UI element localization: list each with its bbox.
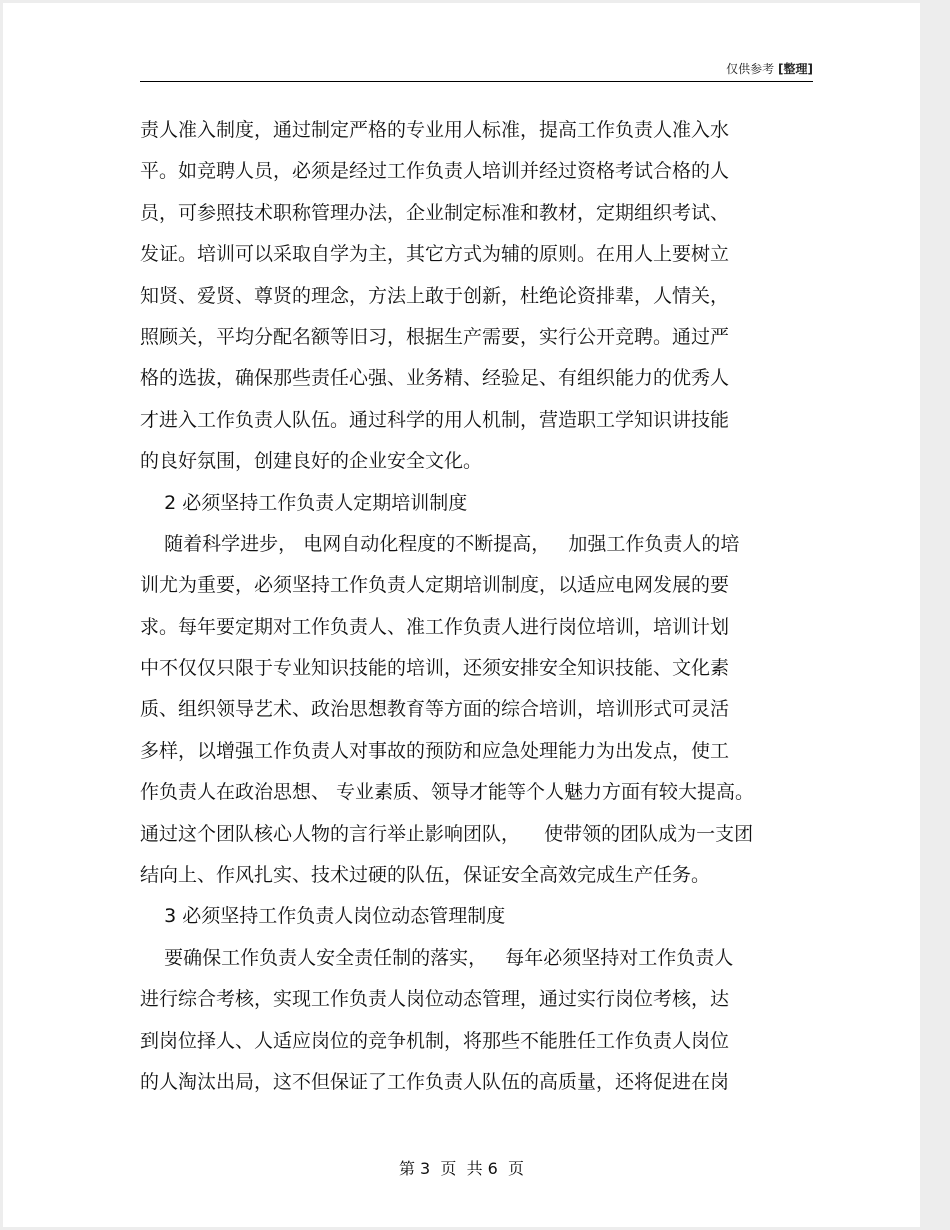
text-line: 进行综合考核，实现工作负责人岗位动态管理，通过实行岗位考核，达 (140, 988, 730, 1011)
text-line: 格的选拔，确保那些责任心强、业务精、经验足、有组织能力的优秀人 (140, 367, 730, 390)
page-footer: 第 3 页 共 6 页 (398, 1159, 525, 1178)
document-page (3, 3, 920, 1227)
text-line: 要确保工作负责人安全责任制的落实， 每年必须坚持对工作负责人 (140, 946, 734, 969)
text-line: 责人准入制度，通过制定严格的专业用人标准，提高工作负责人准入水 (140, 119, 730, 141)
header-label (726, 60, 813, 77)
text-line: 员，可参照技术职称管理办法，企业制定标准和教材，定期组织考试、 (140, 201, 730, 224)
text-line: 结向上、作风扎实、技术过硬的队伍，保证安全高效完成生产任务。 (140, 864, 711, 887)
text-line: 3 必须坚持工作负责人岗位动态管理制度 (140, 905, 506, 928)
text-line: 照顾关，平均分配名额等旧习，根据生产需要，实行公开竞聘。通过严 (140, 325, 730, 348)
text-line: 到岗位择人、人适应岗位的竞争机制，将那些不能胜任工作负责人岗位 (140, 1029, 730, 1052)
text-line: 随着科学进步， 电网自动化程度的不断提高， 加强工作负责人的培 (140, 532, 740, 555)
text-line: 的良好氛围，创建良好的企业安全文化。 (140, 450, 483, 473)
text-line: 的人淘汰出局，这不但保证了工作负责人队伍的高质量，还将促进在岗 (140, 1070, 730, 1093)
text-line: 作负责人在政治思想、 专业素质、领导才能等个人魅力方面有较大提高。 (140, 781, 755, 804)
text-line: 平。如竞聘人员，必须是经过工作负责人培训并经过资格考试合格的人 (140, 160, 730, 183)
body-text (140, 110, 840, 1103)
text-line: 通过这个团队核心人物的言行举止影响团队， 使带领的团队成为一支团 (140, 822, 754, 845)
text-line: 2 必须坚持工作负责人定期培训制度 (140, 491, 468, 514)
text-line: 发证。培训可以采取自学为主，其它方式为辅的原则。在用人上要树立 (140, 243, 730, 266)
page-header (140, 59, 813, 82)
header-tag: [整理] (778, 62, 813, 76)
text-line: 中不仅仅只限于专业知识技能的培训，还须安排安全知识技能、文化素 (140, 657, 730, 680)
text-line: 多样，以增强工作负责人对事故的预防和应急处理能力为出发点，使工 (140, 739, 730, 762)
text-line: 知贤、爱贤、尊贤的理念，方法上敢于创新，杜绝论资排辈，人情关， (140, 284, 730, 307)
text-line: 才进入工作负责人队伍。通过科学的用人机制，营造职工学知识讲技能 (140, 408, 730, 431)
header-note: 仅供参考 (726, 62, 775, 76)
text-line: 求。每年要定期对工作负责人、准工作负责人进行岗位培训，培训计划 (140, 615, 730, 638)
text-line: 训尤为重要，必须坚持工作负责人定期培训制度，以适应电网发展的要 (140, 574, 730, 597)
text-line: 质、组织领导艺术、政治思想教育等方面的综合培训，培训形式可灵活 (140, 698, 730, 721)
